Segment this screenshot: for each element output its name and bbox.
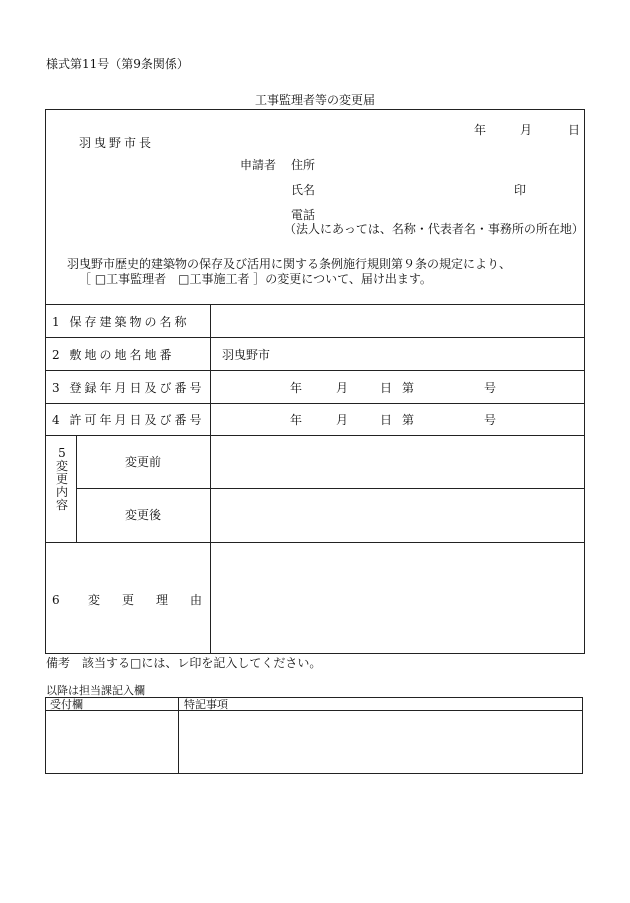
permit-month-label: 月 xyxy=(336,413,349,427)
site-lot-label: 2 敷地の地名地番 xyxy=(52,348,175,362)
body-text-line1: 羽曳野市歴史的建築物の保存及び活用に関する条例施行規則第９条の規定により、 xyxy=(67,257,512,271)
row-divider xyxy=(46,337,584,338)
date-day-label: 日 xyxy=(568,123,581,137)
row-divider xyxy=(46,403,584,404)
application-form xyxy=(45,109,585,654)
applicant-name-label: 氏名 xyxy=(291,183,316,197)
seal-label: 印 xyxy=(514,183,527,197)
office-header-divider xyxy=(46,710,582,711)
registration-date-label: 3 登録年月日及び番号 xyxy=(52,381,205,395)
change-content-label: 5変更内容 xyxy=(55,446,68,512)
registration-no-label: 第 xyxy=(402,381,415,395)
permit-day-label: 日 xyxy=(380,413,393,427)
office-column-divider xyxy=(178,698,179,773)
remarks-column-label: 特記事項 xyxy=(184,698,228,711)
permit-year-label: 年 xyxy=(290,413,303,427)
site-lot-value: 羽曳野市 xyxy=(222,348,271,362)
date-month-label: 月 xyxy=(520,123,533,137)
change-after-label: 変更後 xyxy=(125,508,162,522)
received-column-label: 受付欄 xyxy=(50,698,83,711)
change-before-label: 変更前 xyxy=(125,455,162,469)
registration-go-label: 号 xyxy=(484,381,497,395)
applicant-label: 申請者 xyxy=(240,158,277,172)
row-divider xyxy=(46,435,584,436)
row-divider xyxy=(46,542,584,543)
row-divider xyxy=(46,370,584,371)
change-reason-number: 6 xyxy=(52,593,60,607)
date-year-label: 年 xyxy=(474,123,487,137)
form-number: 様式第11号（第9条関係） xyxy=(46,57,189,71)
building-name-label: 1 保存建築物の名称 xyxy=(52,315,190,329)
row-divider xyxy=(46,304,584,305)
office-section-title: 以降は担当課記入欄 xyxy=(46,684,145,697)
registration-day-label: 日 xyxy=(380,381,393,395)
body-text-line2: ［ □工事監理者 □工事施工者 ］の変更について、届け出ます。 xyxy=(79,272,432,286)
applicant-phone-label: 電話 xyxy=(291,208,316,222)
column-divider xyxy=(76,435,77,542)
change-reason-label: 変更理由 xyxy=(88,593,225,607)
office-use-table xyxy=(45,697,583,774)
permit-date-label: 4 許可年月日及び番号 xyxy=(52,413,205,427)
registration-year-label: 年 xyxy=(290,381,303,395)
document-title: 工事監理者等の変更届 xyxy=(254,93,375,107)
permit-go-label: 号 xyxy=(484,413,497,427)
addressee: 羽曳野市長 xyxy=(79,136,155,150)
registration-month-label: 月 xyxy=(336,381,349,395)
permit-no-label: 第 xyxy=(402,413,415,427)
row-divider xyxy=(76,488,584,489)
corporation-note: （法人にあっては、名称・代表者名・事務所の所在地） xyxy=(284,222,584,236)
applicant-address-label: 住所 xyxy=(291,158,316,172)
remarks-note: 備考 該当する□には、レ印を記入してください。 xyxy=(46,656,322,670)
